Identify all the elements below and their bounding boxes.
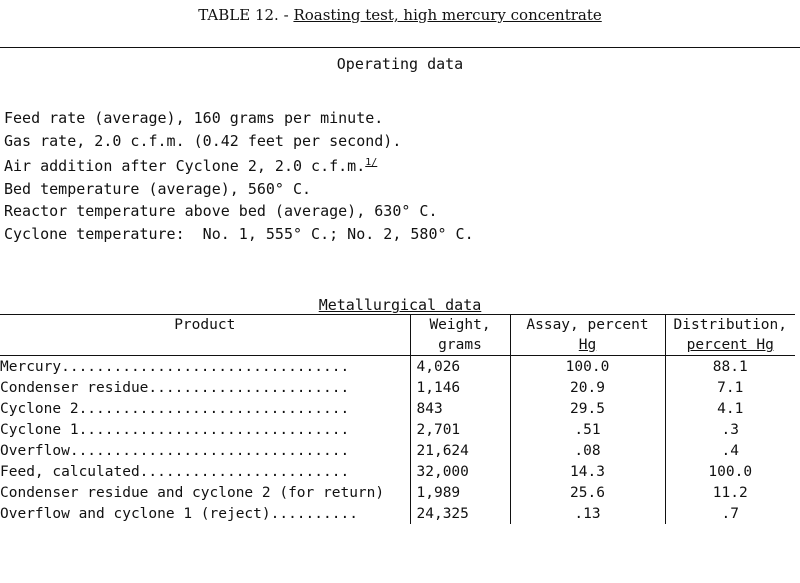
table-header-row	[0, 315, 795, 356]
cell-weight: 843	[410, 398, 510, 419]
column-header-product-label: Product	[174, 317, 236, 333]
table-title-prefix: TABLE 12. -	[198, 6, 294, 24]
column-header-weight	[410, 315, 510, 356]
cell-distribution: 11.2	[665, 482, 795, 503]
cell-weight: 24,325	[410, 503, 510, 524]
cell-assay: 20.9	[510, 377, 665, 398]
table-title-text: Roasting test, high mercury concentrate	[293, 6, 602, 24]
table-row	[0, 356, 795, 378]
column-header-weight-line2: grams	[438, 337, 482, 353]
table-row	[0, 440, 795, 461]
cell-distribution: .4	[665, 440, 795, 461]
cell-assay: .13	[510, 503, 665, 524]
column-header-distribution-line2: percent Hg	[686, 337, 774, 353]
cell-distribution: .7	[665, 503, 795, 524]
operating-line-text: Air addition after Cyclone 2, 2.0 c.f.m.	[4, 157, 366, 175]
cell-assay: 14.3	[510, 461, 665, 482]
cell-product: Overflow and cyclone 1 (reject)..........	[0, 505, 358, 522]
column-header-assay	[510, 315, 665, 356]
table-title	[0, 6, 800, 24]
column-header-assay-line1: Assay, percent	[526, 317, 649, 333]
footnote-mark: 1/	[365, 157, 378, 168]
table-row	[0, 377, 795, 398]
cell-weight: 1,146	[410, 377, 510, 398]
cell-weight: 2,701	[410, 419, 510, 440]
cell-product: Mercury.................................	[0, 358, 350, 375]
cell-weight: 21,624	[410, 440, 510, 461]
metallurgical-table	[0, 314, 795, 524]
operating-line: Bed temperature (average), 560° C.	[4, 179, 312, 198]
top-divider	[0, 47, 800, 48]
cell-weight: 32,000	[410, 461, 510, 482]
operating-line: Feed rate (average), 160 grams per minute.	[4, 109, 384, 127]
cell-product: Cyclone 1...............................	[0, 421, 350, 438]
cell-assay: 25.6	[510, 482, 665, 503]
column-header-weight-line1: Weight,	[429, 317, 491, 333]
cell-assay: .51	[510, 419, 665, 440]
cell-weight: 1,989	[410, 482, 510, 503]
column-header-assay-line2: Hg	[578, 337, 597, 353]
cell-distribution: 88.1	[665, 356, 795, 378]
column-header-product	[0, 315, 410, 356]
cell-distribution: 4.1	[665, 398, 795, 419]
cell-assay: 100.0	[510, 356, 665, 378]
operating-line: Cyclone temperature: No. 1, 555° C.; No. 2, 580° C.	[4, 224, 474, 243]
column-header-distribution	[665, 315, 795, 356]
metallurgical-data-heading: Metallurgical data	[318, 296, 482, 314]
cell-assay: 29.5	[510, 398, 665, 419]
cell-weight: 4,026	[410, 356, 510, 378]
cell-product: Condenser residue.......................	[0, 379, 350, 396]
cell-distribution: .3	[665, 419, 795, 440]
table-row	[0, 398, 795, 419]
cell-assay: .08	[510, 440, 665, 461]
cell-product: Overflow................................	[0, 442, 350, 459]
operating-data-list	[4, 107, 474, 245]
table-row	[0, 419, 795, 440]
table-row	[0, 503, 795, 524]
column-header-distribution-line1: Distribution,	[673, 317, 787, 333]
operating-data-heading: Operating data	[336, 55, 464, 73]
cell-product: Cyclone 2...............................	[0, 400, 350, 417]
cell-product: Condenser residue and cyclone 2 (for return)	[0, 484, 385, 501]
table-row	[0, 482, 795, 503]
operating-line-with-footnote	[4, 152, 474, 178]
table-row	[0, 461, 795, 482]
cell-distribution: 100.0	[665, 461, 795, 482]
operating-line: Reactor temperature above bed (average), 630° C.	[4, 202, 438, 220]
cell-product: Feed, calculated........................	[0, 463, 350, 480]
cell-distribution: 7.1	[665, 377, 795, 398]
operating-line: Gas rate, 2.0 c.f.m. (0.42 feet per second).	[4, 131, 402, 150]
